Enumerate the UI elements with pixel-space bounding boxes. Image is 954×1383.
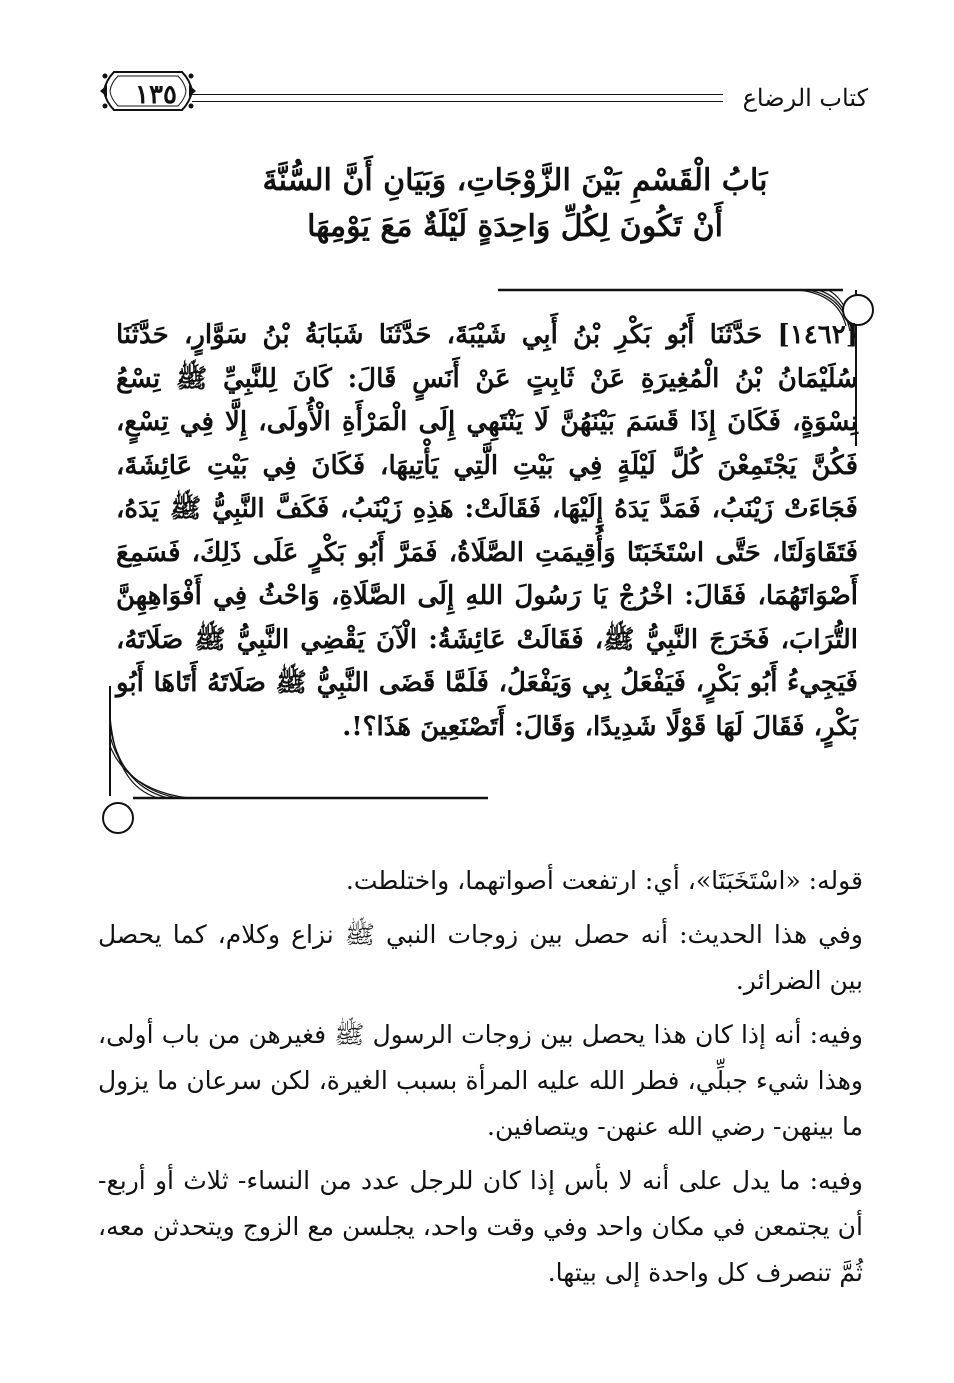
hadith-text: [116, 314, 858, 749]
hadith-frame: [98, 286, 878, 836]
page-number: ١٣٥: [135, 80, 177, 110]
page-header: [92, 58, 868, 128]
chapter-title-line-1: بَابُ الْقَسْمِ بَيْنَ الزَّوْجَاتِ، وَبَيَانِ أَنَّ السُّنَّةَ: [262, 163, 768, 198]
chapter-title-line-2: أَنْ تَكُونَ لِكُلِّ وَاحِدَةٍ لَيْلَةٌ مَعَ يَوْمِهَا: [307, 209, 723, 244]
commentary-paragraph-2: وفي هذا الحديث: أنه حصل بين زوجات النبي ﷺ نزاع وكلام، كما يحصل بين الضرائر.: [98, 920, 863, 995]
chapter-title: [150, 158, 880, 250]
commentary-paragraph-3: وفيه: أنه إذا كان هذا يحصل بين زوجات الرسول ﷺ فغيرهن من باب أولى، وهذا شيء جبلِّي، فطر الله عليه المرأة بسبب الغيرة، لكن سرعان ما يزول ما بينهن- رضي الله عنهن- ويتصافين.: [98, 1020, 863, 1141]
commentary-paragraph-1: قوله: «اسْتَخَبَتَا»، أي: ارتفعت أصواتهما، واختلطت.: [345, 866, 863, 895]
commentary: [98, 858, 863, 1304]
commentary-paragraph-4: وفيه: ما يدل على أنه لا بأس إذا كان للرجل عدد من النساء- ثلاث أو أربع- أن يجتمعن في مكان واحد وفي وقت واحد، يجلسن مع الزوج ويتحدثن معه، ثُمَّ تنصرف كل واحدة إلى بيتها.: [98, 1166, 863, 1287]
header-rule: [192, 94, 723, 102]
page-number-ornament: [100, 66, 196, 116]
book-title: كتاب الرضاع: [742, 84, 868, 112]
hadith-paragraph: [١٤٦٢] حَدَّثَنَا أَبُو بَكْرِ بْنُ أَبِي شَيْبَةَ، حَدَّثَنَا شَبَابَةُ بْنُ سَوَّارٍ، حَدَّثَنَا سُلَيْمَانُ بْنُ الْمُغِيرَةِ عَنْ ثَابِتٍ عَنْ أَنَسٍ قَالَ: كَانَ لِلنَّبِيِّ ﷺ تِسْعُ نِسْوَةٍ، فَكَانَ إِذَا قَسَمَ بَيْنَهُنَّ لَا يَنْتَهِي إِلَى الْمَرْأَةِ الْأُولَى، إِلَّا فِي تِسْعٍ، فَكُنَّ يَجْتَمِعْنَ كُلَّ لَيْلَةٍ فِي بَيْتِ الَّتِي يَأْتِيهَا، فَكَانَ فِي بَيْتِ عَائِشَةَ، فَجَاءَتْ زَيْنَبُ، فَمَدَّ يَدَهُ إِلَيْهَا، فَقَالَتْ: هَذِهِ زَيْنَبُ، فَكَفَّ النَّبِيُّ ﷺ يَدَهُ، فَتَقَاوَلَتَا، حَتَّى اسْتَخَبَتَا وَأُقِيمَتِ الصَّلَاةُ، فَمَرَّ أَبُو بَكْرٍ عَلَى ذَلِكَ، فَسَمِعَ أَصْوَاتَهُمَا، فَقَالَ: اخْرُجْ يَا رَسُولَ اللهِ إِلَى الصَّلَاةِ، وَاحْثُ فِي أَفْوَاهِهِنَّ التُّرَابَ، فَخَرَجَ النَّبِيُّ ﷺ، فَقَالَتْ عَائِشَةُ: الْآنَ يَقْضِي النَّبِيُّ ﷺ صَلَاتَهُ، فَيَجِيءُ أَبُو بَكْرٍ، فَيَفْعَلُ بِي وَيَفْعَلُ، فَلَمَّا قَضَى النَّبِيُّ ﷺ صَلَاتَهُ أَتَاهَا أَبُو بَكْرٍ، فَقَالَ لَهَا قَوْلًا شَدِيدًا، وَقَالَ: أَتَصْنَعِينَ هَذَا؟!.: [116, 320, 858, 742]
